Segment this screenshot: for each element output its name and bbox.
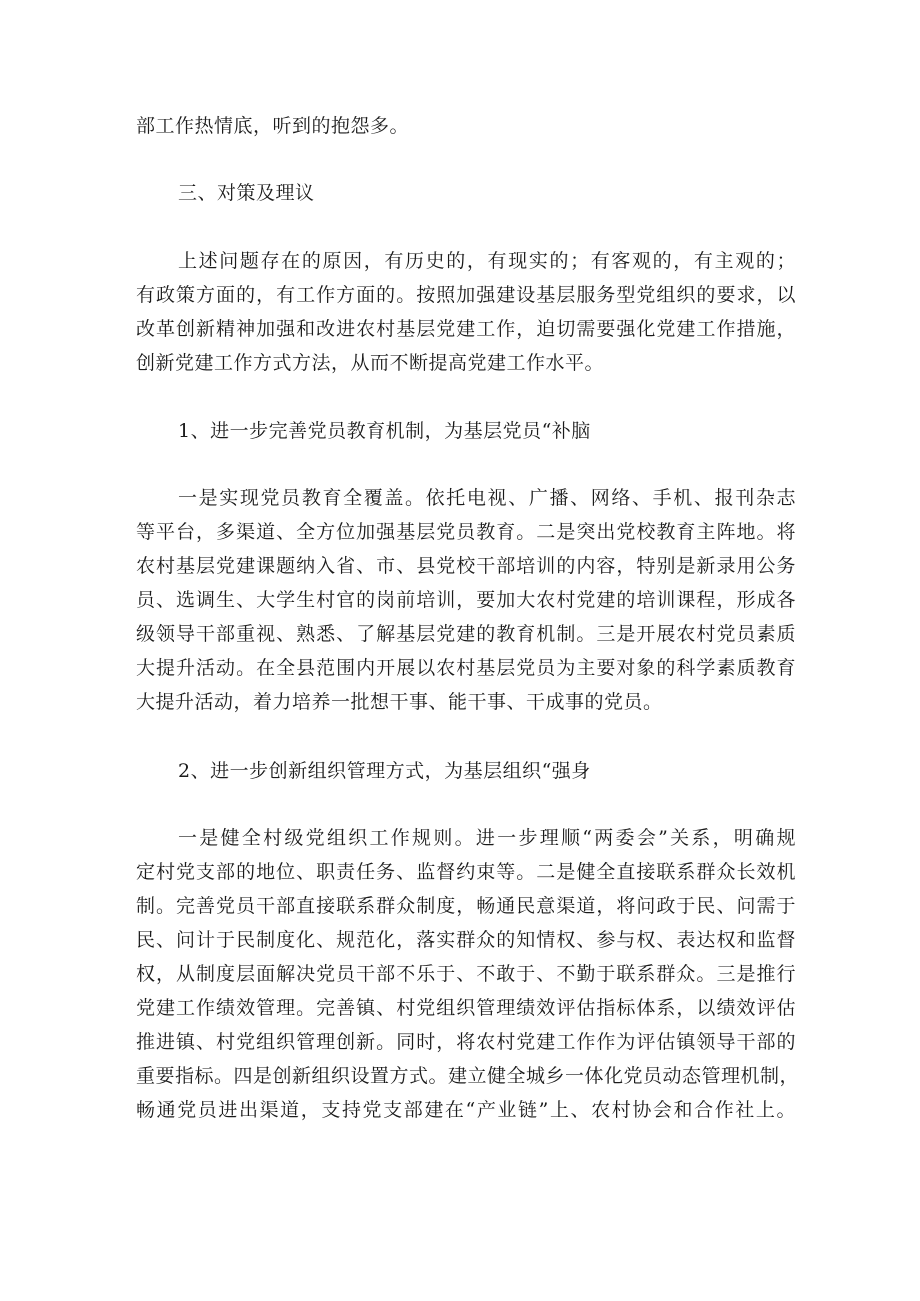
item1-paragraph-line: 大提升活动，着力培养一批想干事、能干事、干成事的党员。 — [136, 691, 663, 713]
item2-heading: 2、进一步创新组织管理方式，为基层组织“强身 — [178, 760, 591, 782]
item2-paragraph-line: 一是健全村级党组织工作规则。进一步理顺“两委会”关系，明确规 — [178, 827, 796, 849]
item1-heading: 1、进一步完善党员教育机制，为基层党员“补脑 — [178, 420, 591, 442]
section-paragraph-line: 有政策方面的，有工作方面的。按照加强建设基层服务型党组织的要求，以 — [136, 284, 796, 306]
item1-paragraph-line: 一是实现党员教育全覆盖。依托电视、广播、网络、手机、报刊杂志 — [178, 487, 796, 509]
item1-paragraph-line: 级领导干部重视、熟悉、了解基层党建的教育机制。三是开展农村党员素质 — [136, 623, 796, 645]
item2-paragraph-line: 党建工作绩效管理。完善镇、村党组织管理绩效评估指标体系，以绩效评估 — [136, 997, 796, 1019]
section-paragraph-line: 改革创新精神加强和改进农村基层党建工作，迫切需要强化党建工作措施， — [136, 318, 796, 340]
item2-paragraph-line: 推进镇、村党组织管理创新。同时，将农村党建工作作为评估镇领导干部的 — [136, 1031, 796, 1053]
section-paragraph-line: 创新党建工作方式方法，从而不断提高党建工作水平。 — [136, 352, 605, 374]
item1-paragraph-line: 员、选调生、大学生村官的岗前培训，要加大农村党建的培训课程，形成各 — [136, 589, 796, 611]
item2-paragraph-line: 定村党支部的地位、职责任务、监督约束等。二是健全直接联系群众长效机 — [136, 861, 796, 883]
item2-paragraph-line: 重要指标。四是创新组织设置方式。建立健全城乡一体化党员动态管理机制， — [136, 1065, 800, 1087]
section-heading: 三、对策及理议 — [178, 182, 315, 204]
item1-paragraph-line: 大提升活动。在全县范围内开展以农村基层党员为主要对象的科学素质教育 — [136, 657, 796, 679]
section-paragraph-line: 上述问题存在的原因，有历史的，有现实的；有客观的，有主观的； — [178, 250, 796, 272]
item2-paragraph-line: 制。完善党员干部直接联系群众制度，畅通民意渠道，将问政于民、问需于 — [136, 895, 796, 917]
item1-paragraph-line: 等平台，多渠道、全方位加强基层党员教育。二是突出党校教育主阵地。将 — [136, 521, 796, 543]
intro-line: 部工作热情底，听到的抱怨多。 — [136, 115, 410, 137]
item1-paragraph-line: 农村基层党建课题纳入省、市、县党校干部培训的内容，特别是新录用公务 — [136, 555, 796, 577]
item2-paragraph-line: 民、问计于民制度化、规范化，落实群众的知情权、参与权、表达权和监督 — [136, 929, 796, 951]
item2-paragraph-line: 畅通党员进出渠道，支持党支部建在“产业链”上、农村协会和合作社上。 — [136, 1099, 796, 1121]
item2-paragraph-line: 权，从制度层面解决党员干部不乐于、不敢于、不勤于联系群众。三是推行 — [136, 963, 796, 985]
